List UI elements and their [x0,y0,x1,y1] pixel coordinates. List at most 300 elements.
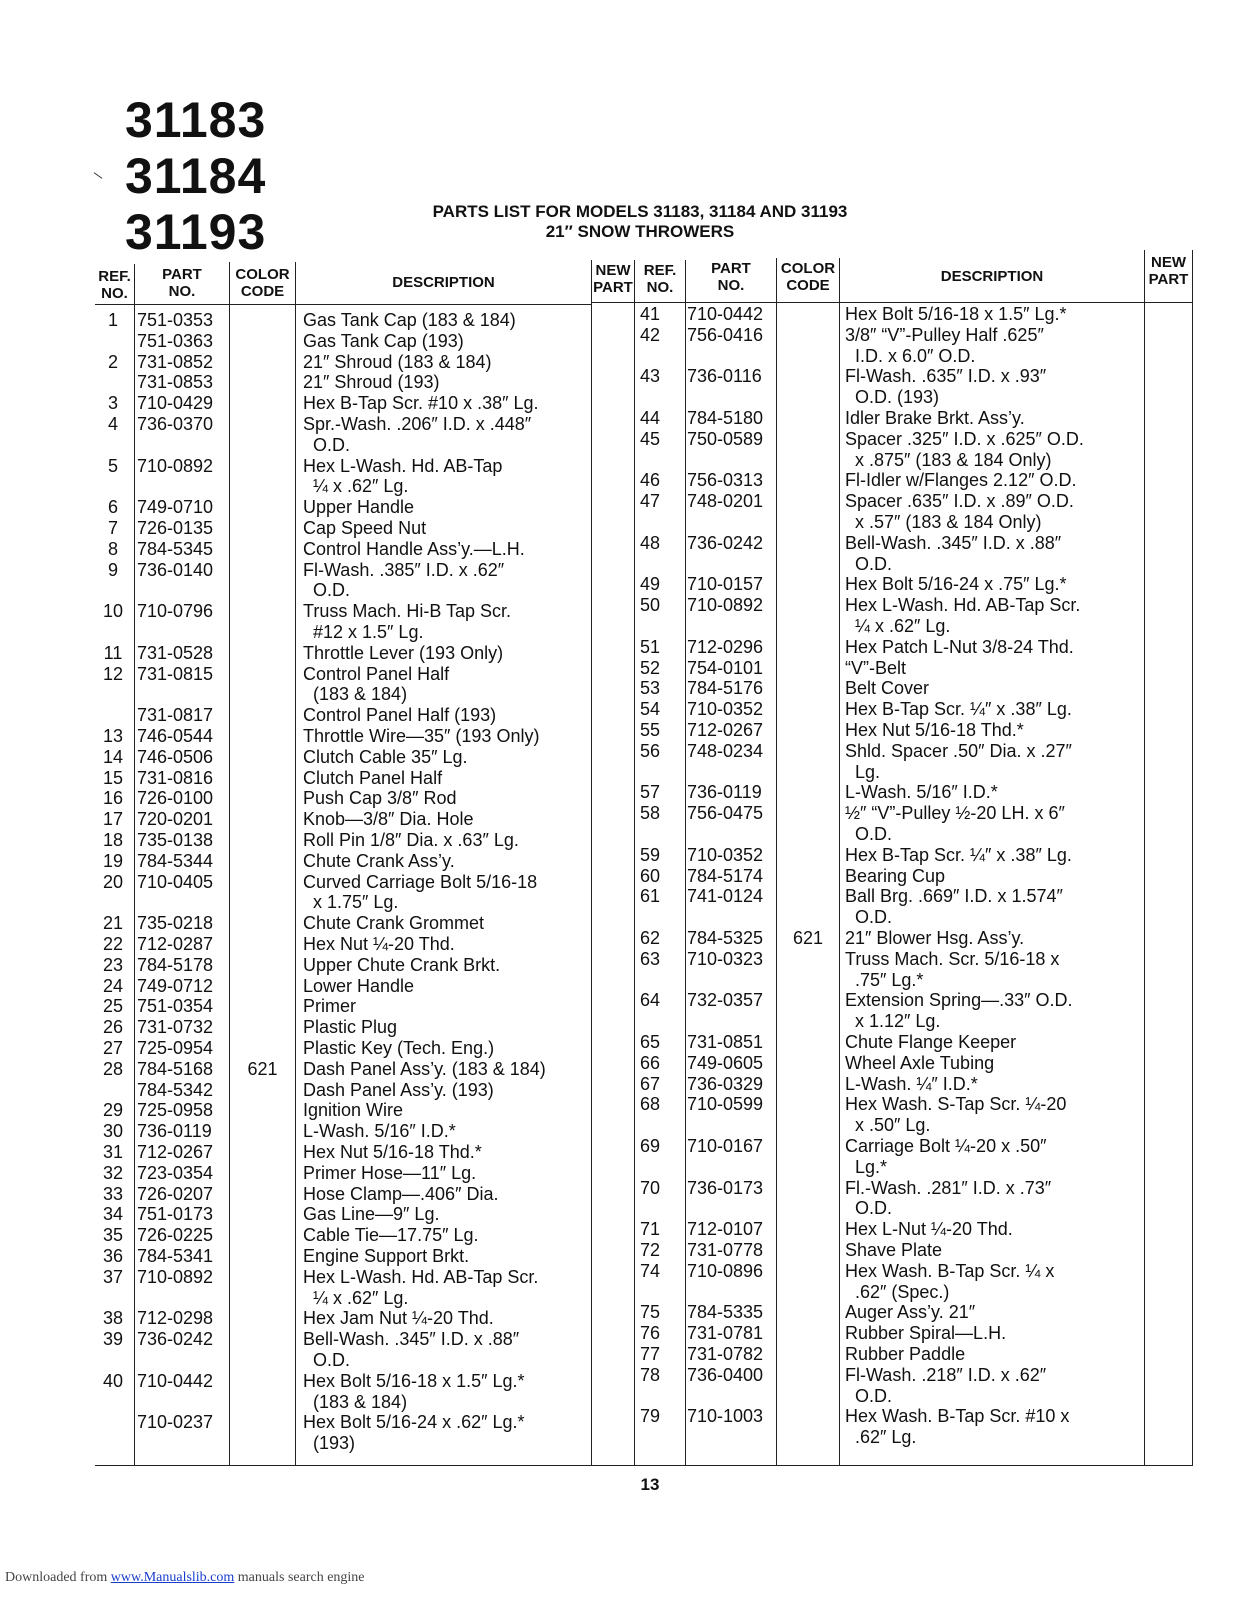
description: L-Wash. ¼″ I.D.* [845,1073,978,1094]
ref-number: 67 [639,1073,661,1094]
part-number: 746-0506 [137,746,214,767]
description: Plastic Plug [303,1017,398,1038]
header-color: COLOR CODE [235,266,290,300]
ref-number: 16 [102,788,124,809]
part-number: 732-0357 [687,990,764,1011]
table-row [95,1017,591,1038]
ref-number: 78 [639,1364,661,1385]
part-number: 784-5325 [687,928,764,948]
table-row [95,393,591,414]
description: Curved Carriage Bolt 5/16-18 x 1.75″ Lg. [303,871,538,913]
part-number: 735-0218 [137,913,214,934]
part-number: 784-5178 [137,954,214,975]
description: 21″ Shroud (183 & 184) [303,351,492,372]
table-row [635,408,1145,429]
description: Fl-Wash. .218″ I.D. x .62″ O.D. [845,1364,1047,1406]
table-row [95,601,591,643]
table-row [635,782,1145,803]
ref-number: 13 [102,726,124,746]
ref-number: 17 [102,809,124,830]
table-row [635,803,1145,845]
table-row [95,1225,591,1246]
part-number: 749-0710 [137,497,214,518]
ref-number: 54 [639,699,661,720]
description: Hex Bolt 5/16-24 x .75″ Lg.* [845,574,1067,595]
table-row [635,1094,1145,1136]
part-number: 710-0892 [137,455,214,476]
part-number: 710-0892 [687,595,764,616]
description: Shld. Spacer .50″ Dia. x .27″ Lg. [845,740,1072,782]
footer [5,1570,365,1586]
part-number: 784-5180 [687,408,764,428]
description: Gas Tank Cap (183 & 184) [303,310,516,330]
description: Hex Wash. S-Tap Scr. ¼-20 x .50″ Lg. [845,1094,1067,1136]
table-row [635,470,1145,491]
page-number: 13 [640,1475,660,1494]
description: Idler Brake Brkt. Ass’y. [845,408,1025,428]
table-row [95,1308,591,1329]
header-rule-left [95,304,591,305]
description: Hex B-Tap Scr. ¼″ x .38″ Lg. [845,699,1072,720]
description: Hex L-Wash. Hd. AB-Tap ¼ x .62″ Lg. [303,455,503,497]
part-number: 735-0138 [137,830,214,850]
table-row [635,429,1145,471]
ref-number: 46 [639,470,661,491]
table-row [635,1240,1145,1261]
part-number: 736-0370 [137,414,214,434]
description: Primer Hose—11″ Lg. [303,1162,477,1183]
description: Hex Bolt 5/16-18 x 1.5″ Lg.* (183 & 184) [303,1370,525,1412]
table-row [95,1329,591,1371]
table-row [635,1344,1145,1365]
table-row [95,1204,591,1225]
part-number: 750-0589 [687,428,764,449]
description: L-Wash. 5/16″ I.D.* [845,782,998,803]
description: Hex Patch L-Nut 3/8-24 Thd. [845,636,1074,657]
part-number: 736-0173 [687,1177,764,1198]
description: Gas Line—9″ Lg. [303,1204,440,1225]
ref-number: 9 [107,559,118,580]
description: Wheel Axle Tubing [845,1052,995,1073]
description: Spacer .325″ I.D. x .625″ O.D. x .875″ (183 & 184 Only) [845,428,1084,470]
part-number: 751-0353 [137,310,214,330]
table-row [635,866,1145,887]
part-number: 712-0267 [137,1142,214,1162]
part-number: 710-0352 [687,844,764,865]
ref-number: 62 [639,928,661,948]
table-row [95,788,591,809]
description: Control Panel Half (193) [303,705,497,726]
part-number: 723-0354 [137,1162,214,1183]
table-row [95,518,591,539]
description: Roll Pin 1/8″ Dia. x .63″ Lg. [303,830,519,850]
description: Throttle Wire—35″ (193 Only) [303,726,540,746]
ref-number: 35 [102,1225,124,1246]
table-row [95,456,591,498]
table-row [635,845,1145,866]
part-number: 731-0781 [687,1323,764,1344]
ref-number: 11 [103,642,123,663]
part-number: 710-0442 [687,304,764,324]
description: Upper Chute Crank Brkt. [303,954,501,975]
ref-number: 4 [107,414,118,434]
table-row [95,560,591,602]
description: Dash Panel Ass’y. (193) [303,1079,494,1100]
part-number: 720-0201 [137,809,214,830]
part-number: 784-5344 [137,850,214,871]
part-number: 741-0124 [687,886,764,907]
description: Carriage Bolt ¼-20 x .50″ Lg.* [845,1136,1047,1177]
ref-number: 1 [107,310,118,330]
part-number: 731-0815 [137,663,214,684]
description: Chute Flange Keeper [845,1032,1017,1052]
manualslib-link[interactable]: www.Manualslib.com [110,1570,235,1585]
description: Clutch Cable 35″ Lg. [303,746,468,767]
ref-number: 65 [639,1032,661,1052]
part-number: 748-0234 [687,740,764,761]
table-row [95,996,591,1017]
part-number: 749-0712 [137,975,214,996]
part-number: 731-0782 [687,1344,764,1364]
ref-number: 42 [639,324,661,345]
table-row [95,1371,591,1413]
part-number: 784-5168 [137,1058,214,1079]
description: Primer [303,996,356,1017]
title-line-2: 21″ SNOW THROWERS [545,222,735,241]
table-row [95,1080,591,1101]
ref-number: 29 [102,1100,124,1121]
ref-number: 38 [102,1308,124,1329]
ref-number: 60 [639,865,661,886]
part-number: 710-0157 [687,574,764,595]
table-row [95,1100,591,1121]
description: Auger Ass’y. 21″ [845,1302,976,1323]
part-number: 710-0796 [137,601,214,622]
table-row [635,1365,1145,1407]
ref-number: 53 [639,678,661,699]
table-row [95,1163,591,1184]
description: Hex Nut 5/16-18 Thd.* [845,720,1024,740]
description: 21″ Shroud (193) [303,372,440,393]
ref-number: 63 [639,948,661,969]
description: Chute Crank Ass’y. [303,850,455,871]
header-color-2: COLOR CODE [780,260,836,294]
table-row [635,1406,1145,1448]
table-row [95,1184,591,1205]
table-row [635,1178,1145,1220]
description: Ball Brg. .669″ I.D. x 1.574″ O.D. [845,886,1063,928]
ref-number: 40 [102,1370,124,1391]
description: Spr.-Wash. .206″ I.D. x .448″ O.D. [303,414,532,455]
description: Belt Cover [845,678,930,699]
table-row [95,747,591,768]
table-row [635,699,1145,720]
header-new-part: NEW PART [593,262,633,296]
model-31183: 31183 [125,92,267,148]
table-row [95,1267,591,1309]
part-number: 725-0958 [137,1100,214,1121]
table-row [95,643,591,664]
ref-number: 72 [639,1240,661,1260]
description: Hex Bolt 5/16-18 x 1.5″ Lg.* [845,304,1067,324]
ref-number: 8 [107,538,118,559]
table-row [635,720,1145,741]
ref-number: 14 [102,746,124,767]
table-row [635,678,1145,699]
ref-number: 68 [639,1094,661,1115]
table-row [635,949,1145,991]
ref-number: 30 [102,1121,124,1142]
header-ref-2: REF. NO. [643,262,677,296]
part-number: 710-0442 [137,1370,214,1391]
description: Cable Tie—17.75″ Lg. [303,1225,479,1246]
ref-number: 77 [639,1344,661,1364]
part-number: 751-0363 [137,330,214,351]
description: Rubber Spiral—L.H. [845,1323,1007,1344]
table-row [95,830,591,851]
ref-number: 21 [102,913,124,934]
ref-number: 6 [107,497,118,518]
part-number: 725-0954 [137,1038,214,1058]
table-row [95,1038,591,1059]
description: Lower Handle [303,975,415,996]
ref-number: 45 [639,428,661,449]
part-number: 712-0267 [687,720,764,740]
table-row [635,595,1145,637]
table-row [95,705,591,726]
table-row [95,768,591,789]
part-number: 756-0416 [687,324,764,345]
table-row [635,491,1145,533]
table-row [635,366,1145,408]
part-number: 784-5174 [687,865,764,886]
ref-number: 69 [639,1136,661,1156]
color-code: 621 [792,928,824,948]
ref-number: 32 [102,1162,124,1183]
part-number: 731-0817 [137,705,214,726]
ref-number: 2 [107,351,118,372]
ref-number: 64 [639,990,661,1011]
description: 3/8″ “V”-Pulley Half .625″ I.D. x 6.0″ O.D. [845,324,1044,366]
part-number: 710-0237 [137,1412,214,1433]
parts-table [95,250,1193,1466]
description: Fl-Wash. .635″ I.D. x .93″ O.D. (193) [845,366,1047,408]
header-description-2: DESCRIPTION [940,268,1044,285]
table-row [635,1219,1145,1240]
table-row [635,325,1145,367]
description: Chute Crank Grommet [303,913,485,934]
part-number: 731-0853 [137,372,214,393]
ref-number: 58 [639,803,661,824]
part-number: 784-5176 [687,678,764,699]
table-row [635,1136,1145,1178]
description: Fl-Wash. .385″ I.D. x .62″ O.D. [303,559,505,601]
footer-suffix: manuals search engine [234,1570,365,1585]
ref-number: 43 [639,366,661,387]
table-row [95,726,591,747]
part-number: 754-0101 [687,657,764,678]
description: Gas Tank Cap (193) [303,330,464,351]
description: Throttle Lever (193 Only) [303,642,504,663]
description: Spacer .635″ I.D. x .89″ O.D. x .57″ (183 & 184 Only) [845,491,1074,532]
table-row [95,1059,591,1080]
part-number: 731-0528 [137,642,214,663]
part-number: 712-0107 [687,1219,764,1240]
table-row [95,976,591,997]
table-row [635,304,1145,325]
title-line-1: PARTS LIST FOR MODELS 31183, 31184 AND 31193 [432,202,848,221]
table-row [95,934,591,955]
part-number: 736-0119 [687,782,762,803]
table-row [635,886,1145,928]
description: Clutch Panel Half [303,767,443,788]
description: Hex B-Tap Scr. ¼″ x .38″ Lg. [845,844,1072,865]
bottom-rule [95,1465,1193,1466]
description: Truss Mach. Hi-B Tap Scr. #12 x 1.5″ Lg. [303,601,512,642]
description: L-Wash. 5/16″ I.D.* [303,1121,456,1142]
ref-number: 41 [639,304,661,324]
table-row [95,872,591,914]
description: Plastic Key (Tech. Eng.) [303,1038,495,1058]
part-number: 746-0544 [137,726,214,746]
ref-number: 19 [102,850,124,871]
table-row [95,414,591,456]
description: “V”-Belt [845,657,907,678]
description: Hex Bolt 5/16-24 x .62″ Lg.* (193) [303,1412,525,1454]
header-description: DESCRIPTION [392,274,495,291]
description: Control Panel Half (183 & 184) [303,663,450,705]
table-row [635,1053,1145,1074]
ref-number: 71 [639,1219,661,1240]
ref-number: 52 [639,657,661,678]
model-31193: 31193 [125,204,267,260]
ref-number: 50 [639,595,661,616]
part-number: 784-5335 [687,1302,764,1323]
description: Knob—3/8″ Dia. Hole [303,809,474,830]
ref-number: 7 [107,518,118,538]
ref-number: 39 [102,1329,124,1350]
part-number: 731-0851 [687,1032,764,1052]
header-part-2: PART NO. [711,260,751,294]
table-row [95,913,591,934]
description: Truss Mach. Scr. 5/16-18 x .75″ Lg.* [845,948,1060,990]
part-number: 710-0405 [137,871,214,892]
description: Extension Spring—.33″ O.D. x 1.12″ Lg. [845,990,1073,1032]
part-number: 726-0135 [137,518,214,538]
description: Hex Nut ¼-20 Thd. [303,934,455,954]
ref-number: 74 [639,1260,661,1281]
table-row [95,809,591,830]
ref-number: 44 [639,408,661,428]
ref-number: 23 [102,954,124,975]
description: Shave Plate [845,1240,943,1260]
page-title [330,202,950,242]
table-row [635,1074,1145,1095]
ref-number: 37 [102,1266,124,1287]
part-number: 736-0140 [137,559,214,580]
description: Hex Jam Nut ¼-20 Thd. [303,1308,494,1329]
part-number: 736-0116 [687,366,762,387]
ref-number: 34 [102,1204,124,1225]
ref-number: 55 [639,720,661,740]
ref-number: 59 [639,844,661,865]
ref-number: 25 [102,996,124,1017]
table-row [635,1302,1145,1323]
model-numbers [125,92,266,260]
ref-number: 57 [639,782,661,803]
table-row [95,352,591,373]
ref-number: 51 [639,636,661,657]
table-row [95,664,591,706]
table-row [635,1032,1145,1053]
part-number: 736-0242 [687,532,764,553]
part-number: 726-0207 [137,1183,214,1204]
description: 21″ Blower Hsg. Ass’y. [845,928,1025,948]
table-row [635,1323,1145,1344]
description: Hex L-Nut ¼-20 Thd. [845,1219,1013,1240]
part-number: 751-0354 [137,996,214,1017]
table-row [635,658,1145,679]
ref-number: 79 [639,1406,661,1427]
ref-number: 24 [102,975,124,996]
ref-number: 48 [639,532,661,553]
part-number: 736-0400 [687,1364,764,1385]
table-row [635,990,1145,1032]
stray-mark [94,172,103,179]
table-row [95,372,591,393]
ref-number: 76 [639,1323,661,1344]
ref-number: 47 [639,491,661,512]
header-rule-right [591,302,1193,303]
part-number: 710-0352 [687,699,764,720]
part-number: 726-0225 [137,1225,214,1246]
description: Fl.-Wash. .281″ I.D. x .73″ O.D. [845,1177,1052,1219]
table-row [635,637,1145,658]
table-row [95,851,591,872]
table-row [95,310,591,331]
part-number: 712-0296 [687,636,764,657]
ref-number: 56 [639,740,661,761]
part-number: 731-0778 [687,1240,764,1260]
ref-number: 3 [107,393,118,414]
description: Hex L-Wash. Hd. AB-Tap Scr. ¼ x .62″ Lg. [303,1266,539,1308]
description: Cap Speed Nut [303,518,427,538]
ref-number: 28 [102,1058,124,1079]
part-number: 731-0816 [137,767,214,788]
table-row [635,574,1145,595]
ref-number: 5 [107,455,118,476]
ref-number: 36 [102,1246,124,1266]
part-number: 710-0167 [687,1136,764,1156]
part-number: 736-0329 [687,1073,764,1094]
description: Hose Clamp—.406″ Dia. [303,1183,499,1204]
description: Hex Nut 5/16-18 Thd.* [303,1142,482,1162]
table-row [95,539,591,560]
part-number: 710-0323 [687,948,764,969]
part-number: 712-0298 [137,1308,214,1329]
description: Hex Wash. B-Tap Scr. ¼ x .62″ (Spec.) [845,1260,1055,1302]
description: Bell-Wash. .345″ I.D. x .88″ O.D. [845,532,1062,574]
description: Dash Panel Ass’y. (183 & 184) [303,1058,546,1079]
table-row [95,331,591,352]
part-number: 748-0201 [687,491,764,512]
ref-number: 61 [639,886,661,907]
description: Rubber Paddle [845,1344,966,1364]
description: ½″ “V”-Pulley ½-20 LH. x 6″ O.D. [845,803,1065,844]
table-row [95,1121,591,1142]
description: Hex Wash. B-Tap Scr. #10 x .62″ Lg. [845,1406,1070,1448]
part-number: 749-0605 [687,1052,764,1073]
